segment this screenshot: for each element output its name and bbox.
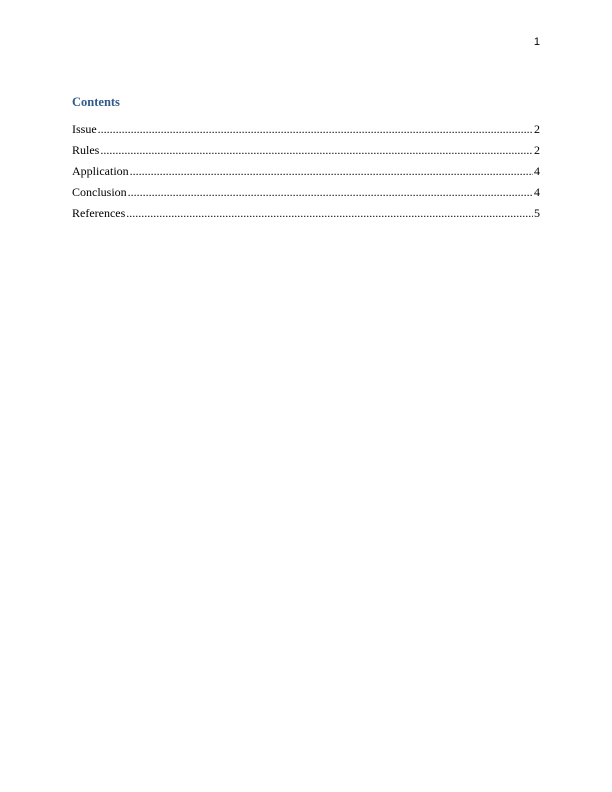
toc-entry-page-number: 4 (534, 185, 540, 199)
toc-heading: Contents (72, 95, 120, 109)
dot-leader (128, 185, 533, 199)
table-of-contents (72, 94, 540, 227)
dot-leader (98, 122, 533, 136)
toc-entry-label: Issue (72, 122, 97, 136)
toc-entry-page-number: 2 (534, 143, 540, 157)
toc-entry-page-number: 2 (534, 122, 540, 136)
toc-entry-label: References (72, 206, 126, 220)
dot-leader (126, 206, 533, 220)
toc-entry-rules[interactable] (72, 143, 540, 164)
page-number: 1 (533, 36, 540, 48)
toc-entry-references[interactable] (72, 206, 540, 227)
toc-entry-page-number: 4 (534, 164, 540, 178)
toc-list (72, 122, 540, 227)
dot-leader (130, 164, 533, 178)
toc-entry-label: Application (72, 164, 129, 178)
toc-entry-label: Rules (72, 143, 100, 157)
dot-leader (100, 143, 533, 157)
toc-entry-application[interactable] (72, 164, 540, 185)
toc-entry-issue[interactable] (72, 122, 540, 143)
toc-entry-label: Conclusion (72, 185, 127, 199)
toc-entry-page-number: 5 (534, 206, 540, 220)
toc-entry-conclusion[interactable] (72, 185, 540, 206)
